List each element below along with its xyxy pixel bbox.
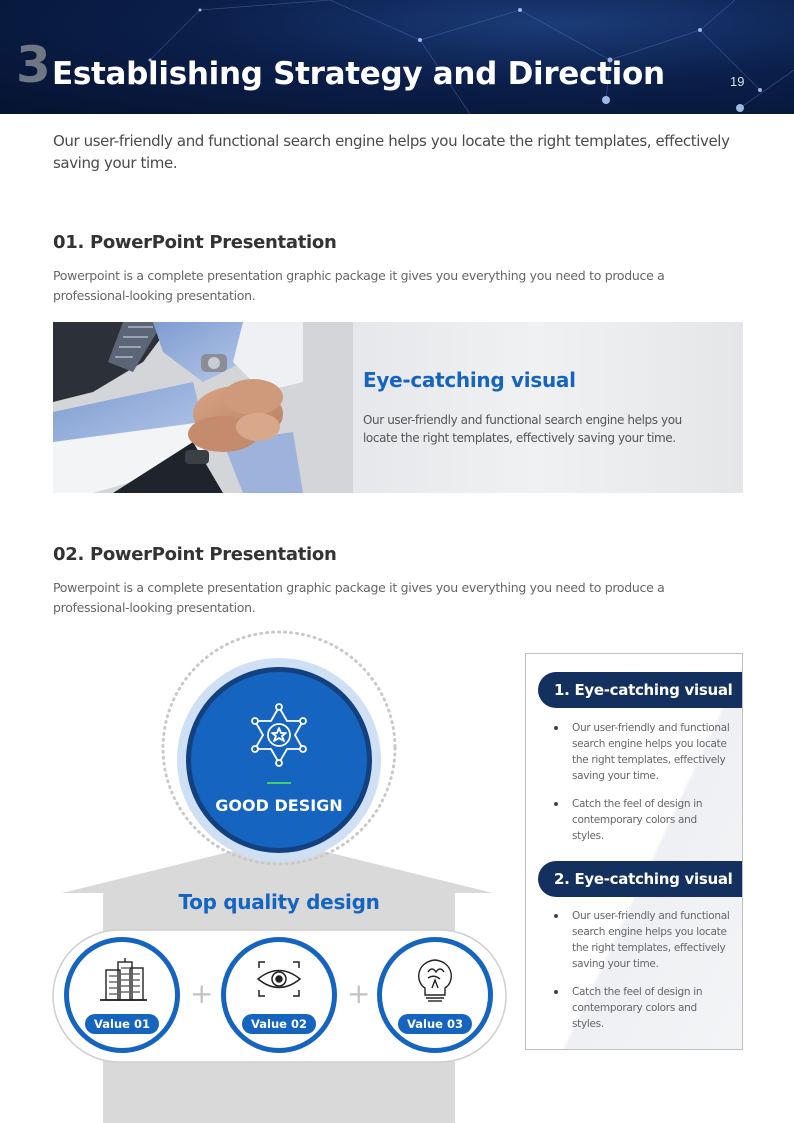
quality-label: Top quality design: [178, 890, 380, 914]
value-circle-2: [221, 937, 337, 1053]
value-circle-1: [64, 937, 180, 1053]
feature-bullet: Catch the feel of design in contemporary colors and styles.: [554, 796, 730, 844]
good-design-label: GOOD DESIGN: [215, 796, 343, 815]
value-pill-1: Value 01: [85, 1014, 159, 1034]
section2-title: 02. PowerPoint Presentation: [53, 544, 337, 565]
banner-title: Eye-catching visual: [363, 368, 576, 392]
feature-bullet: Our user-friendly and functional search engine helps you locate the right templates, effectively saving your time.: [554, 908, 730, 972]
page-number: 19: [730, 74, 745, 89]
chapter-number: 3: [16, 36, 51, 94]
feature-bullet: Catch the feel of design in contemporary colors and styles.: [554, 984, 730, 1032]
feature-bullet: Our user-friendly and functional search engine helps you locate the right templates, effectively saving your time.: [554, 720, 730, 784]
page-title: Establishing Strategy and Direction: [52, 56, 665, 92]
feature-panel: [525, 653, 743, 1050]
section2-body: Powerpoint is a complete presentation graphic package it gives you everything you need to produce a professional-looking presentation.: [53, 580, 665, 615]
feature-list-2: [554, 908, 730, 1044]
plus-sign-2: +: [347, 977, 371, 1010]
plus-sign-1: +: [190, 977, 214, 1010]
section1-body: Powerpoint is a complete presentation graphic package it gives you everything you need to produce a professional-looking presentation.: [53, 268, 665, 303]
feature-tab-2: 2. Eye-catching visual: [538, 861, 743, 897]
value-pill-3: Value 03: [398, 1014, 472, 1034]
value-pill-2: Value 02: [242, 1014, 316, 1034]
intro-text: Our user-friendly and functional search engine helps you locate the right templates, effectively saving your time.: [53, 132, 730, 172]
feature-tab-1: 1. Eye-catching visual: [538, 672, 743, 708]
section1-title: 01. PowerPoint Presentation: [53, 232, 337, 253]
banner-body: Our user-friendly and functional search engine helps you locate the right templates, effectively saving your time.: [363, 413, 682, 445]
feature-list-1: [554, 720, 730, 856]
